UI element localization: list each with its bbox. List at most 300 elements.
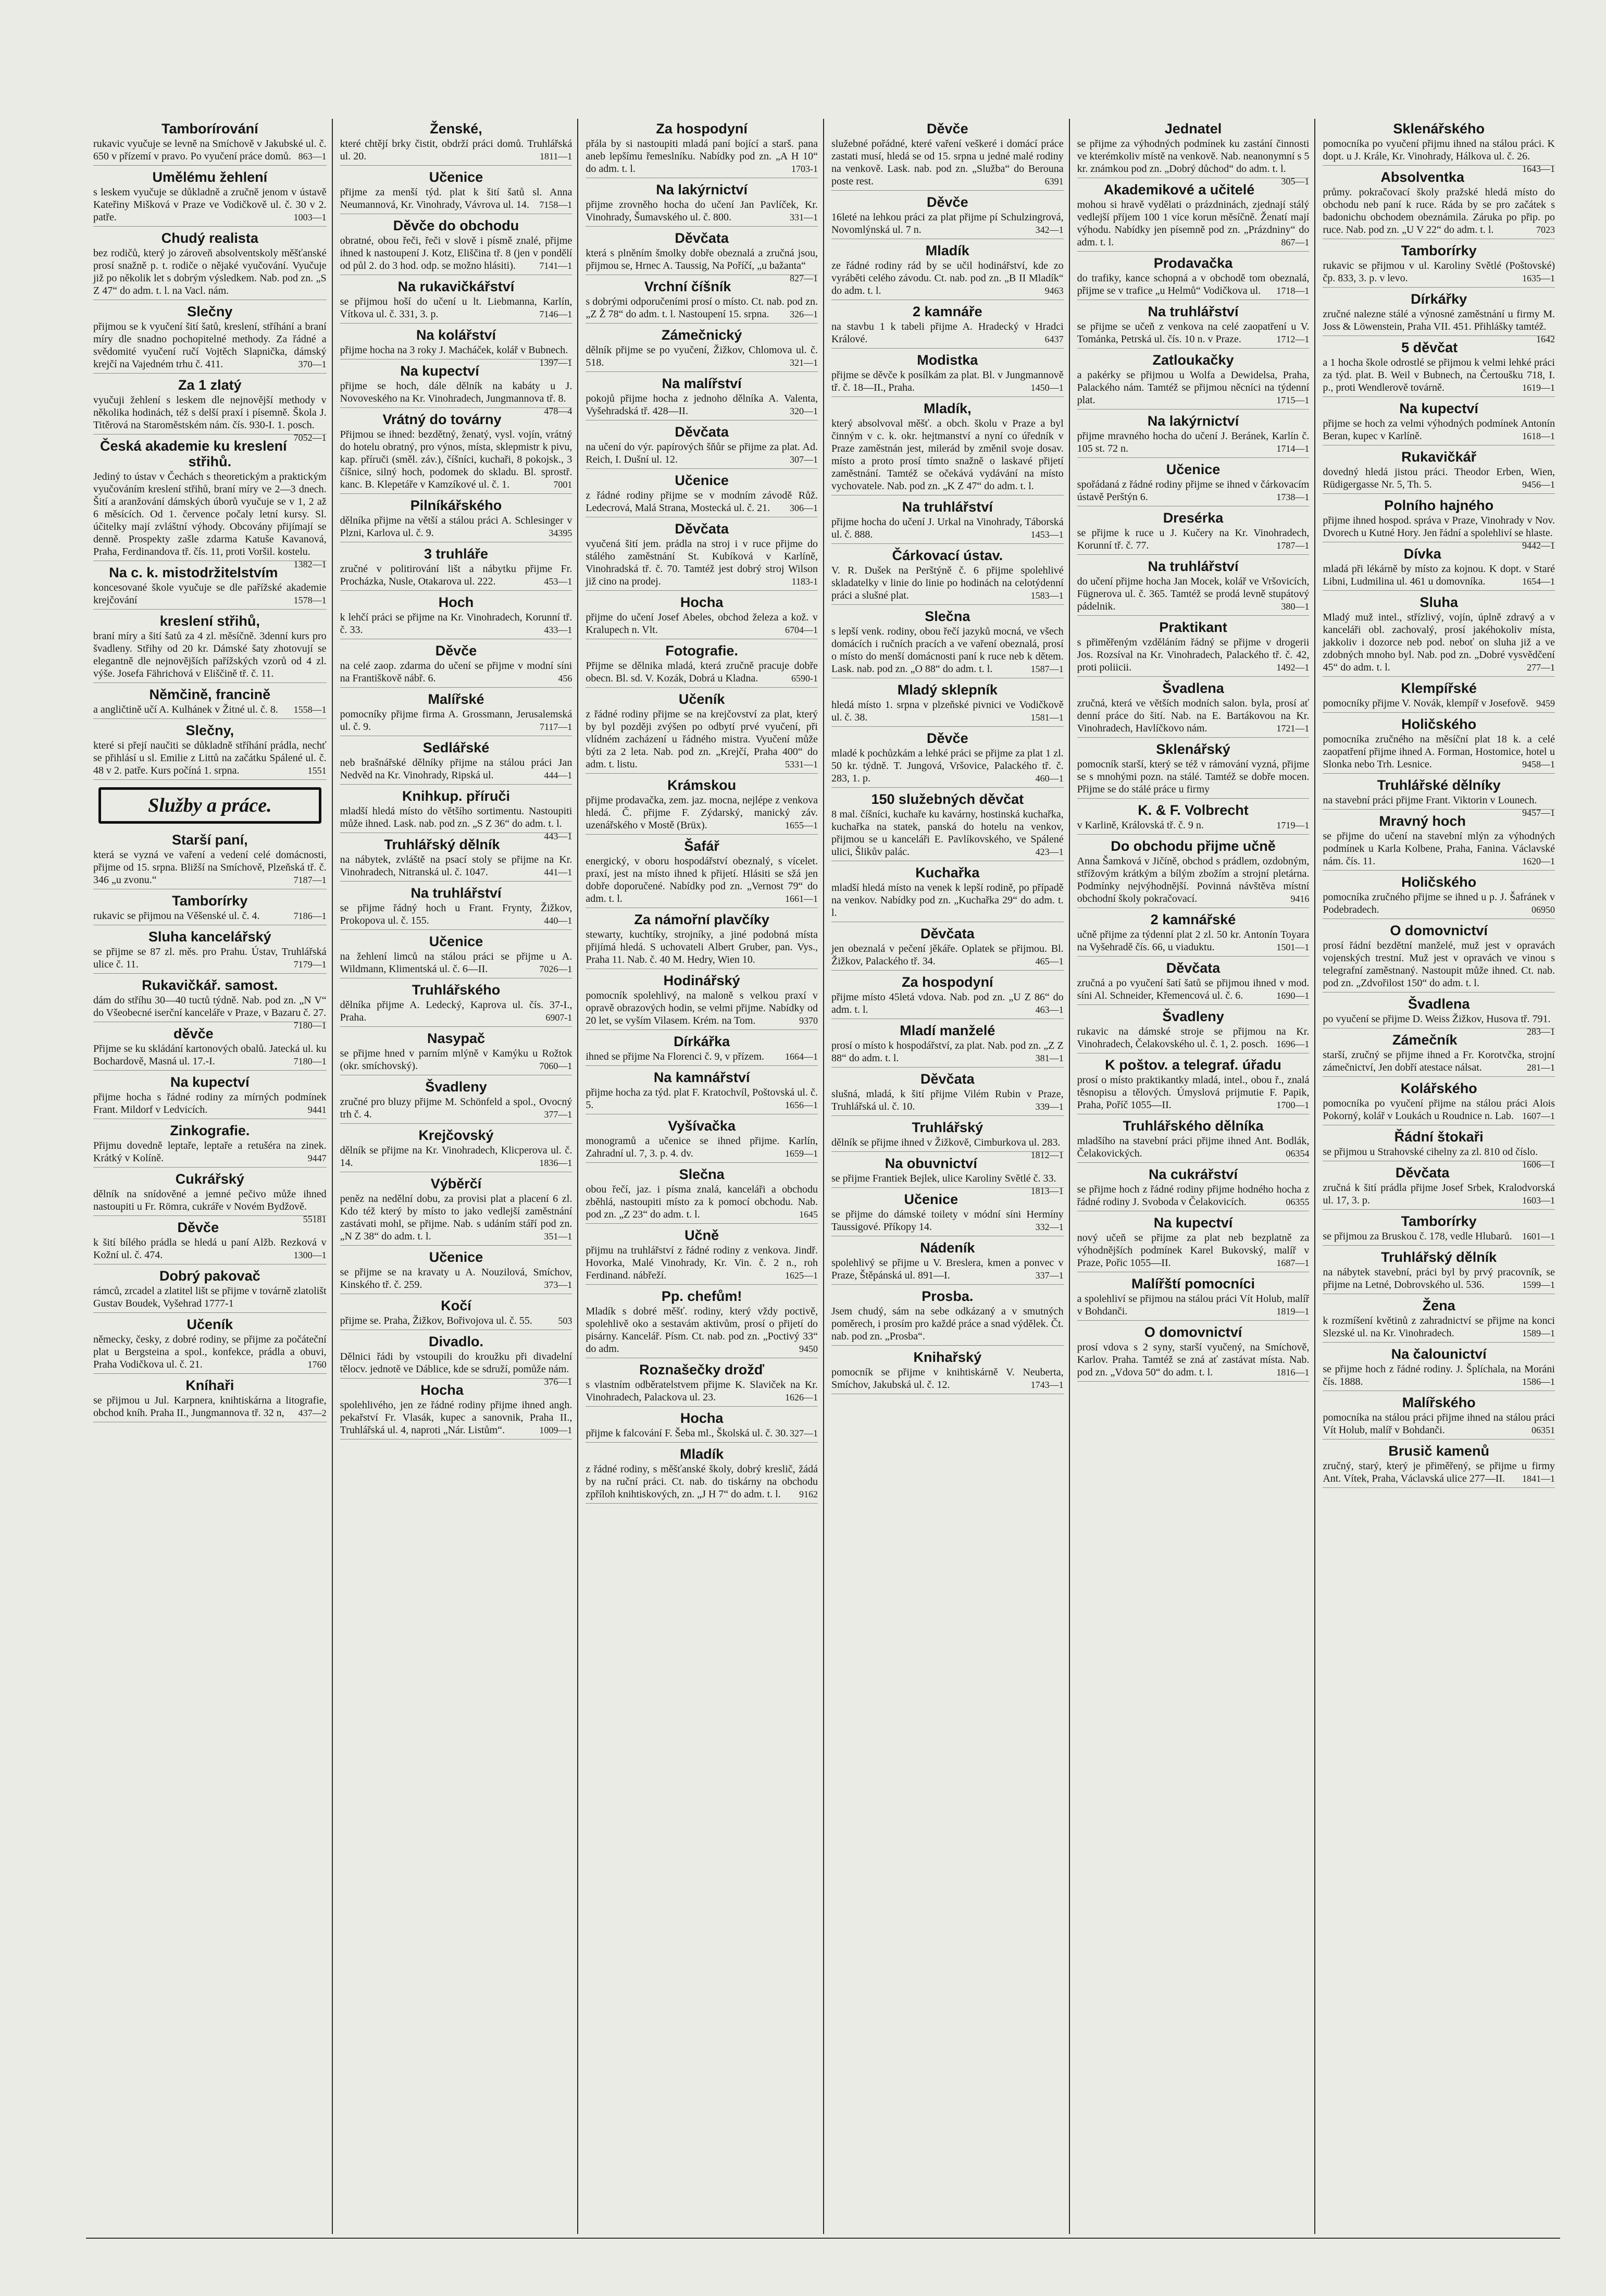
ad-text xyxy=(340,344,572,368)
ad-title: Za hospodyní xyxy=(902,974,993,990)
ad-title: Fotografie. xyxy=(665,643,738,659)
classified-ad xyxy=(586,182,818,227)
ad-title: Děvče xyxy=(927,194,968,210)
classified-ad xyxy=(831,548,1064,605)
classified-ad xyxy=(1323,594,1555,677)
ad-body: pomocníka zručného na měsíční plat 18 k. a celé zaopatření přijme ihned A. Forman, Hostomice, hotel u Slonka nebo Trh. Lesnice. xyxy=(1323,734,1555,770)
ad-body: dělník se přijme na Kr. Vinohradech, Klicperova ul. č. 14. xyxy=(340,1145,572,1169)
classified-ad xyxy=(1323,996,1555,1037)
classified-ad xyxy=(93,304,327,374)
column-3 xyxy=(577,119,823,2234)
ad-body: prosí řádní bezdětní manželé, muž jest v opravách vojenských trestní. Muž jest v opravách ve vinou s telegrafní zaměstnaný. Nastoupit může ihned. Ct. nab. pod zn. „Zdvořilost 150“ do adm. t. l. xyxy=(1323,940,1555,989)
ad-title: Umělému žehlení xyxy=(152,169,268,185)
ad-body: na stavbu 1 k tabeli přijme A. Hradecký v Hradci Králové. xyxy=(831,321,1064,345)
ad-body: učně přijme za týdenní plat 2 zl. 50 kr. Antonín Toyara na Vyšehradě čís. 66, u viaduktu. xyxy=(1077,929,1310,953)
classified-ad xyxy=(1077,838,1310,908)
ad-title: Praktikant xyxy=(1159,619,1227,635)
ad-body: nový učeň se přijme za plat neb bezplatně za výhodnějších podmínek Karel Bukovský, malíř v Praze, Pořic 1055—II. xyxy=(1077,1232,1310,1269)
ad-text xyxy=(1323,1146,1555,1170)
ad-title: Nasypač xyxy=(427,1031,485,1046)
ad-text xyxy=(586,1305,818,1355)
ad-text xyxy=(831,1305,1064,1343)
ad-body: Mladý muž intel., střízlivý, vojín, úplně zdravý a v kanceláři obl. zachovalý, prosí jakéhokoliv místa, jakkoliv i dozorce neb pod. neboť on sluha již a ve zdobných mnoho byl. Nab. pod zn. „Dobré vysvědčení 45“ do adm. t. l. xyxy=(1323,612,1555,673)
classified-ad xyxy=(1323,169,1555,239)
ad-body: přijme místo 45letá vdova. Nab. pod zn. „U Z 86“ do adm. t. l. xyxy=(831,991,1064,1015)
ad-body: 16leté na lehkou práci za plat přijme pí Schulzingrová, Novomlýnská ul. 7 n. xyxy=(831,212,1064,235)
classified-ad xyxy=(93,1220,327,1264)
ad-text xyxy=(586,198,818,224)
classified-ad xyxy=(831,1288,1064,1346)
ad-code: 7180—1 xyxy=(293,1020,327,1031)
ad-title: Jednatel xyxy=(1164,121,1222,136)
ad-body: pomocník starší, který se též v rámování vyzná, přijme se s mnohými pozn. na stálé. Tamtéž se dobře mocen. Přijme se do stálé práce u firmy xyxy=(1077,759,1310,795)
classified-ad xyxy=(1323,1443,1555,1488)
ad-text xyxy=(1077,430,1310,455)
ad-title: Zámečnický xyxy=(661,327,742,343)
ad-body: rukavic se přijmou na Věšenské ul. č. 4. xyxy=(93,910,260,922)
ad-text xyxy=(586,708,818,771)
ad-title: Krámskou xyxy=(667,777,737,793)
ad-title: Mladí manželé xyxy=(900,1023,995,1038)
ad-body: prosí o místo k hospodářství, za plat. Nab. pod zn. „Z Z 88“ do adm. t. l. xyxy=(831,1040,1064,1064)
ad-code: 9450 xyxy=(799,1344,818,1354)
ad-body: na učení do výr. papírových šňůr se přijme za plat. Ad. Reich, I. Dušní ul. 12. xyxy=(586,441,818,465)
ad-title: Sedlářské xyxy=(422,740,490,755)
ad-code: 1760 xyxy=(307,1359,327,1370)
ad-title: Česká akademie ku kreslení střihů. xyxy=(99,438,287,469)
ad-title: Na kamnářství xyxy=(653,1070,750,1085)
ad-code: 1009—1 xyxy=(539,1425,572,1435)
classified-ad xyxy=(586,1118,818,1163)
ad-title: Děvče xyxy=(927,730,968,746)
ad-body: se přijme Frantiek Bejlek, ulice Karoliny Světlé č. 33. xyxy=(831,1173,1056,1184)
ad-body: prosí o místo praktikantky mladá, intel., obou ř., znalá těsnopisu a tělových. Úmyslová prijmutie F. Papik, Praha, Poříč 1055—II. xyxy=(1077,1074,1310,1111)
ad-text xyxy=(340,756,572,781)
classified-ad xyxy=(340,740,572,785)
ad-body: spolehlivý se přijme u V. Breslera, kmen a ponvec v Praze, Štěpánská ul. 891—I. xyxy=(831,1257,1064,1281)
ad-code: 423—1 xyxy=(1035,847,1064,857)
ad-text xyxy=(340,295,572,320)
ad-text xyxy=(586,538,818,588)
classified-ad xyxy=(1323,121,1555,174)
ad-text xyxy=(1323,1049,1555,1074)
ad-body: přijme se hoch za velmi výhodných podmínek Antonín Beran, kupec v Karlíně. xyxy=(1323,418,1555,442)
ad-code: 1719—1 xyxy=(1276,820,1310,830)
ad-title: Dresérka xyxy=(1163,510,1224,526)
ad-title: Děvčata xyxy=(1395,1165,1450,1181)
ad-body: rukavic na dámské stroje se přijmou na Kr. Vinohradech, Čelakovského ul. č. 1, 2. posch. xyxy=(1077,1026,1310,1050)
ad-code: 7023 xyxy=(1536,225,1555,235)
ad-text xyxy=(1323,697,1555,710)
ad-text xyxy=(1323,417,1555,442)
ad-code: 1712—1 xyxy=(1276,334,1310,344)
ad-body: která s plněním šmolky dobře obeznalá a zručná jsou, přijmou se, Hrnec A. Taussig, Na Poříčí, „u bažanta“ xyxy=(586,247,818,271)
ad-text xyxy=(586,247,818,283)
ad-code: 1558—1 xyxy=(293,704,327,715)
ad-title: Do obchodu přijme učně xyxy=(1111,838,1276,854)
ad-title: Čárkovací ústav. xyxy=(892,548,1003,563)
ad-body: a angličtině učí A. Kulhánek v Žitné ul. č. 8. xyxy=(93,704,278,715)
classified-ad xyxy=(831,121,1064,191)
classified-ad xyxy=(340,885,572,930)
classified-ad xyxy=(1077,304,1310,349)
ad-text xyxy=(93,1394,327,1419)
classified-ad xyxy=(93,1317,327,1374)
classified-ad xyxy=(586,473,818,517)
ad-text xyxy=(93,1333,327,1371)
ad-text xyxy=(340,380,572,416)
ad-text xyxy=(831,1039,1064,1064)
ad-text xyxy=(831,516,1064,541)
ad-body: pomocníky přijme firma A. Grossmann, Jerusalemská ul. č. 9. xyxy=(340,709,572,733)
ad-title: Hocha xyxy=(680,594,724,610)
ad-title: Klempířské xyxy=(1401,680,1477,696)
classified-ad xyxy=(586,643,818,688)
classified-ad xyxy=(340,327,572,368)
ad-code: 9458—1 xyxy=(1522,759,1555,770)
ad-title: Nádeník xyxy=(920,1240,975,1256)
ad-code: 1501—1 xyxy=(1276,942,1310,952)
ad-body: na celé zaop. zdarma do učení se přijme v modní síni na Františkově nábř. 6. xyxy=(340,660,572,684)
ad-code: 9457—1 xyxy=(1522,808,1555,818)
ad-text xyxy=(1077,527,1310,552)
classified-ad xyxy=(1077,960,1310,1005)
ad-text xyxy=(1323,830,1555,867)
ad-body: zručná k šití prádla přijme Josef Srbek, Kralodvorská ul. 17, 3. p. xyxy=(1323,1182,1555,1206)
ad-body: se přijmou u Strahovské cihelny za zl. 810 od číslo. xyxy=(1323,1146,1538,1158)
ad-title: Akademikové a učitelé xyxy=(1103,182,1255,197)
ad-title: Kolářského xyxy=(1400,1081,1477,1096)
ad-text xyxy=(340,563,572,588)
ad-title: Pp. chefům! xyxy=(661,1288,742,1304)
ad-code: 1643—1 xyxy=(1522,164,1555,174)
ad-text xyxy=(340,708,572,733)
ad-text xyxy=(340,1350,572,1387)
ad-text xyxy=(1323,1460,1555,1485)
ad-body: slušná, mladá, k šití přijme Vilém Rubin v Praze, Truhlářská ul. č. 10. xyxy=(831,1088,1064,1112)
ad-text xyxy=(93,1236,327,1261)
ad-body: se přijme hoch z řádné rodiny přijme hodného hocha z řádné rodiny J. Svoboda v Čelakovicích. xyxy=(1077,1184,1310,1208)
ad-text xyxy=(1077,758,1310,796)
ad-body: pomocníka po vyučení přijmu ihned na stálou práci. K dopt. u J. Krále, Kr. Vinohrady, Hálkova ul. č. 26. xyxy=(1323,138,1555,162)
ad-code: 443—1 xyxy=(544,831,572,841)
ad-body: braní míry a šití šatů za 4 zl. měsíčně. 3denní kurs pro švadleny. Střihy od 20 kr. Dámské šaty zhotovují se elegantně dle nejnovějších pařížských vzorů od 4 zl. výše. Josefa Fährichová v Eliščině tř. č. 11. xyxy=(93,630,327,679)
ad-code: 1687—1 xyxy=(1276,1258,1310,1268)
classified-ad xyxy=(1077,741,1310,799)
ad-text xyxy=(93,994,327,1031)
classified-ad xyxy=(93,438,327,569)
classified-ad xyxy=(1323,291,1555,344)
ad-text xyxy=(831,1257,1064,1282)
ad-text xyxy=(831,417,1064,492)
classified-ad xyxy=(1077,510,1310,555)
ad-title: Slečna xyxy=(679,1166,725,1182)
classified-ad xyxy=(1077,912,1310,957)
classified-ad xyxy=(340,1127,572,1172)
classified-ad xyxy=(340,1079,572,1124)
ad-body: mladá při lékárně by místo za kojnou. K dopt. v Staré Libni, Ludmilina ul. 461 u domovníka. xyxy=(1323,563,1555,587)
ad-text xyxy=(831,1208,1064,1233)
classified-ad xyxy=(586,279,818,324)
ad-title: Za námořní plavčíky xyxy=(634,912,769,927)
classified-ad xyxy=(340,363,572,416)
classified-ad xyxy=(1077,462,1310,506)
ad-text xyxy=(1323,1097,1555,1122)
ad-body: a pakérky se přijmou u Wolfa a Dewidelsa, Praha, Palackého nám. Tamtéž se přijmou něcníci na týdenní plat. xyxy=(1077,369,1310,406)
ad-body: v Karlině, Královská tř. č. 9 n. xyxy=(1077,820,1204,831)
bottom-rule xyxy=(86,2238,1560,2239)
ad-title: Děvče do obchodu xyxy=(393,218,519,233)
ad-text xyxy=(340,611,572,636)
ad-title: Rukavičkář xyxy=(1401,449,1477,465)
ad-body: se přijmou hoší do učení u lt. Liebmanna, Karlín, Vítkova ul. č. 331, 3. p. xyxy=(340,296,572,320)
ad-body: přijme za menší týd. plat k šití šatů sl. Anna Neumannová, Kr. Vinohrady, Vávrova ul. 14. xyxy=(340,187,572,210)
ad-code: 1715—1 xyxy=(1276,395,1310,405)
ad-title: Tamborírky xyxy=(1401,243,1477,258)
classified-ad xyxy=(93,832,327,889)
classified-ad xyxy=(93,121,327,166)
ad-title: Sluha xyxy=(1420,594,1458,610)
ad-text xyxy=(586,1050,818,1063)
ad-code: 9416 xyxy=(1290,893,1310,904)
ad-title: Švadleny xyxy=(1162,1009,1224,1024)
classified-ad xyxy=(831,609,1064,678)
ad-body: dělník se přijme ihned v Žižkově, Cimburkova ul. 283. xyxy=(831,1137,1061,1148)
classified-ad xyxy=(340,1031,572,1075)
ad-title: Hocha xyxy=(420,1382,464,1398)
ad-text xyxy=(340,1266,572,1291)
classified-ad xyxy=(93,613,327,683)
ad-code: 1587—1 xyxy=(1030,664,1064,674)
classified-ad xyxy=(1077,413,1310,458)
ad-body: zručný, starý, který je přiměřený, se přijme u firmy Ant. Vítek, Praha, Václavská ulice 277—II. xyxy=(1323,1460,1555,1484)
classified-ad xyxy=(93,1123,327,1168)
ad-text xyxy=(586,660,818,685)
ad-body: mladšího na stavební práci přijme ihned Ant. Bodlák, Čelakovických. xyxy=(1077,1135,1310,1159)
ad-body: s vlastním odběratelstvem přijme K. Slaviček na Kr. Vinohradech, Palackova ul. 23. xyxy=(586,1379,818,1403)
ad-code: 9456—1 xyxy=(1522,479,1555,490)
ad-text xyxy=(1323,1013,1555,1037)
ad-title: Na truhlářství xyxy=(1148,559,1239,574)
classified-ad xyxy=(93,1377,327,1422)
ad-code: 55181 xyxy=(303,1214,327,1224)
ad-text xyxy=(586,392,818,417)
ad-title: Děvčata xyxy=(675,521,729,537)
classified-ad xyxy=(93,687,327,719)
ad-text xyxy=(93,739,327,777)
ad-title: Vrchní číšník xyxy=(644,279,731,294)
ad-code: 503 xyxy=(558,1315,572,1326)
classified-ad xyxy=(340,546,572,591)
ad-code: 342—1 xyxy=(1035,225,1064,235)
ad-title: Učenice xyxy=(429,169,483,185)
ad-title: Na obuvnictví xyxy=(885,1156,977,1171)
ad-body: stewarty, kuchtíky, strojníky, a jiné podobná místa přijímá hledá. S uchovateli Albert Gruber, pan. Vys., Praha 11. Nab. č. 40 M. Hedry, Wien 10. xyxy=(586,929,818,965)
ad-title: Prosba. xyxy=(922,1288,974,1304)
ad-text xyxy=(831,1172,1064,1196)
ad-text xyxy=(93,138,327,163)
ad-title: Kočí xyxy=(441,1298,471,1313)
ad-body: a 1 hocha škole odrostlé se přijmou k velmi lehké práci za týd. plat. B. Weil v Bubnech, na Čertoušku 718, I. p., proti Wendlerově továrně. xyxy=(1323,357,1555,393)
classified-ad xyxy=(1323,1395,1555,1439)
ad-body: pomocníka zručného přijme se ihned u p. J. Šafránek v Podebradech. xyxy=(1323,891,1555,915)
ad-title: Tamborírky xyxy=(172,893,248,909)
classified-ad xyxy=(340,594,572,639)
ad-body: jen obeznalá v pečení jěkáře. Oplatek se přijmou. Bl. Žižkov, Palackého tř. 34. xyxy=(831,943,1064,967)
ad-title: Slečny, xyxy=(185,723,234,738)
ad-code: 1645 xyxy=(799,1209,818,1220)
ad-text xyxy=(1323,1182,1555,1207)
ad-body: přijme se. Praha, Žižkov, Bořivojova ul. č. 55. xyxy=(340,1315,532,1326)
ad-code: 337—1 xyxy=(1035,1270,1064,1281)
ad-code: 1690—1 xyxy=(1276,990,1310,1001)
ad-title: 2 kamnáře xyxy=(913,304,982,319)
ad-title: Slečna xyxy=(925,609,970,624)
ad-code: 1642 xyxy=(1536,334,1555,344)
classified-ad xyxy=(1323,401,1555,445)
ad-code: 1300—1 xyxy=(293,1250,327,1260)
ad-title: Učně xyxy=(684,1227,719,1243)
ad-title: Dírkářky xyxy=(1411,291,1467,307)
ad-body: rukavic vyučuje se levně na Smíchově v Jakubské ul. č. 650 v přízemí v pravo. Po vyučení práce domů. xyxy=(93,138,327,162)
ad-title: Truhlářského xyxy=(412,982,501,998)
ad-body: a spolehliví se přijmou na stálou práci Vít Holub, malíř v Bohdanči. xyxy=(1077,1293,1310,1317)
ad-code: 1551 xyxy=(307,765,327,776)
ad-text xyxy=(1323,939,1555,989)
ad-text xyxy=(340,1144,572,1169)
ad-title: Na kolářství xyxy=(416,327,496,343)
ad-body: obratné, obou řeči, řeči v slově i písmě znalé, přijme ihned k nastoupení J. Kotz, Eliščina tř. 8 (jen v pondělí od půl 2. do 3 hod. odp. se možno hlásiti). xyxy=(340,235,572,271)
ad-title: Mladík xyxy=(925,243,969,258)
ad-code: 380—1 xyxy=(1281,601,1310,612)
ad-code: 6907-1 xyxy=(545,1012,572,1023)
ad-text xyxy=(93,1188,327,1224)
ad-title: Absolventka xyxy=(1380,169,1464,185)
ad-title: Hoch xyxy=(438,594,474,610)
classified-ad xyxy=(831,194,1064,239)
classified-ad xyxy=(1077,619,1310,677)
ad-body: přijmou se k vyučení šití šatů, kreslení, stříhání a braní míry dle snadno pochopitelné methody. Za řádné a svědomité vyučení ručí Vojtěch Slapnička, dámský krejčí na Vajedném trhu č. 411. xyxy=(93,321,327,370)
ad-body: mladší hledá místo na venek k lepší rodině, po případě na venkov. Nabídky pod zn. „Kuchařka 29“ do adm. t. l. xyxy=(831,882,1064,919)
ad-text xyxy=(1077,1135,1310,1160)
ad-title: Učenice xyxy=(904,1192,958,1207)
ad-text xyxy=(93,247,327,297)
ad-code: 7026—1 xyxy=(539,964,572,974)
classified-ad xyxy=(586,973,818,1030)
ad-title: Na lakýrnictví xyxy=(656,182,748,197)
ad-code: 327—1 xyxy=(789,1428,818,1438)
ad-title: Učenice xyxy=(429,934,483,949)
ad-body: vyučená šití jem. prádla na stroj i v ruce přijme do stálého zaměstnání St. Kubíková v Karlíně, Vinohradská tř. č. 70. Tamtéž jest dobrý stroj Wilson již cino na prodej. xyxy=(586,538,818,587)
ad-code: 1659—1 xyxy=(785,1148,818,1159)
ad-body: pomocník se přijme v knihtiskárně V. Neubertа, Smíchov, Jakubská ul. č. 12. xyxy=(831,1367,1064,1391)
ad-text xyxy=(586,855,818,905)
ad-code: 1655—1 xyxy=(785,820,818,830)
classified-ad xyxy=(340,279,572,324)
ad-title: Dívka xyxy=(1403,546,1441,562)
ad-title: Žena xyxy=(1422,1298,1455,1313)
ad-text xyxy=(340,853,572,878)
ad-title: Starší paní, xyxy=(172,832,248,848)
classified-ad xyxy=(1323,340,1555,397)
ad-body: na nábytek stavební, práci byl by prvý pracovník, se přijme na Letné, Dobrovského ul. 536. xyxy=(1323,1267,1555,1290)
ad-title: Děvčata xyxy=(675,424,729,440)
ad-body: na stavební práci přijme Frant. Viktorin v Lounech. xyxy=(1323,795,1537,806)
ad-title: Brusič kamenů xyxy=(1388,1443,1489,1459)
ad-title: Na malířství xyxy=(662,376,742,391)
ad-title: 150 služebných děvčat xyxy=(871,791,1024,807)
ad-code: 6437 xyxy=(1044,334,1064,344)
ad-text xyxy=(586,295,818,320)
ad-code: 7179—1 xyxy=(293,959,327,970)
ad-body: rukavic se přijmou v ul. Karoliny Světlé (Poštovské) čp. 833, 3. p. v levo. xyxy=(1323,260,1555,284)
classified-ad xyxy=(831,1240,1064,1285)
classified-ad xyxy=(1323,680,1555,713)
ad-body: starší, zručný se přijme ihned a Fr. Korotvčka, strojní zámečnictví, Jen dobří atestace nálsat. xyxy=(1323,1049,1555,1073)
ad-text xyxy=(93,394,327,443)
classified-ad xyxy=(831,352,1064,397)
ad-text xyxy=(1077,198,1310,249)
ad-title: Krejčovský xyxy=(418,1127,494,1143)
ad-text xyxy=(340,186,572,211)
ad-body: na žehlení limců na stálou práci se přijme u A. Wildmann, Klimentská ul. č. 6—II. xyxy=(340,951,572,975)
ad-text xyxy=(340,1096,572,1121)
ad-code: 34395 xyxy=(549,528,572,538)
classified-ad xyxy=(1077,802,1310,835)
classified-ad xyxy=(340,837,572,882)
ad-body: Přijme se dělnika mladá, která zručně pracuje dobře obecn. Bl. sd. V. Kozák, Dobrá u Kladna. xyxy=(586,660,818,684)
ad-code: 1743—1 xyxy=(1030,1380,1064,1390)
section-heading-box: Služby a práce. xyxy=(98,787,321,824)
ad-title: Rukavičkář. samost. xyxy=(142,977,278,993)
classified-ad xyxy=(1323,498,1555,551)
ad-code: 1635—1 xyxy=(1522,273,1555,283)
ad-code: 1599—1 xyxy=(1522,1280,1555,1290)
ad-text xyxy=(586,1463,818,1500)
ad-text xyxy=(586,1427,818,1439)
classified-ad xyxy=(93,1026,327,1071)
ad-body: přijme k falcování F. Šeba ml., Školská ul. č. 30. xyxy=(586,1428,789,1439)
ad-code: 1700—1 xyxy=(1276,1100,1310,1110)
ad-code: 06351 xyxy=(1531,1425,1555,1435)
ad-text xyxy=(831,942,1064,967)
classified-ad xyxy=(1077,1215,1310,1272)
ad-title: Učenice xyxy=(429,1249,483,1265)
classified-ad xyxy=(1077,121,1310,187)
ad-body: mohou si hravě vydělati o prázdninách, zjednají stálý vedlejší příjem 100 1 více korun měsíčně. Ženatí mají výhodu. Nabídky jen písemně pod zn. „Prázdniny“ do adm. t. l. xyxy=(1077,199,1310,248)
ad-text xyxy=(1077,138,1310,187)
classified-ad xyxy=(1323,449,1555,494)
ad-body: přijme hocha s řádné rodiny za mírných podmínek Frant. Mildorf v Ledvicích. xyxy=(93,1091,327,1115)
ad-code: 1656—1 xyxy=(785,1100,818,1110)
ad-code: 1581—1 xyxy=(1030,712,1064,723)
ad-body: mladší hledá místo do většího sortimentu. Nastoupiti může ihned. Lask. nab. pod zn. „S Z 36“ do adm. t. l. xyxy=(340,805,572,829)
column-2 xyxy=(332,119,578,2234)
ad-text xyxy=(1077,1232,1310,1269)
ad-body: zručné nalezne stálé a výnosné zaměstnání u firmy M. Joss & Löwenstein, Praha VII. 451. Přihlášky tamtéž. xyxy=(1323,308,1555,332)
ad-text xyxy=(831,625,1064,675)
ad-title: O domovnictví xyxy=(1390,923,1488,938)
ad-text xyxy=(831,259,1064,297)
ad-code: 1492—1 xyxy=(1276,662,1310,673)
classified-ad xyxy=(1077,1009,1310,1053)
ad-code: 381—1 xyxy=(1035,1053,1064,1063)
ad-code: 9447 xyxy=(307,1153,327,1163)
ad-code: 460—1 xyxy=(1035,773,1064,784)
ad-code: 1714—1 xyxy=(1276,443,1310,454)
ad-title: Na kupectví xyxy=(170,1074,250,1090)
ad-title: Ženské, xyxy=(430,121,482,136)
